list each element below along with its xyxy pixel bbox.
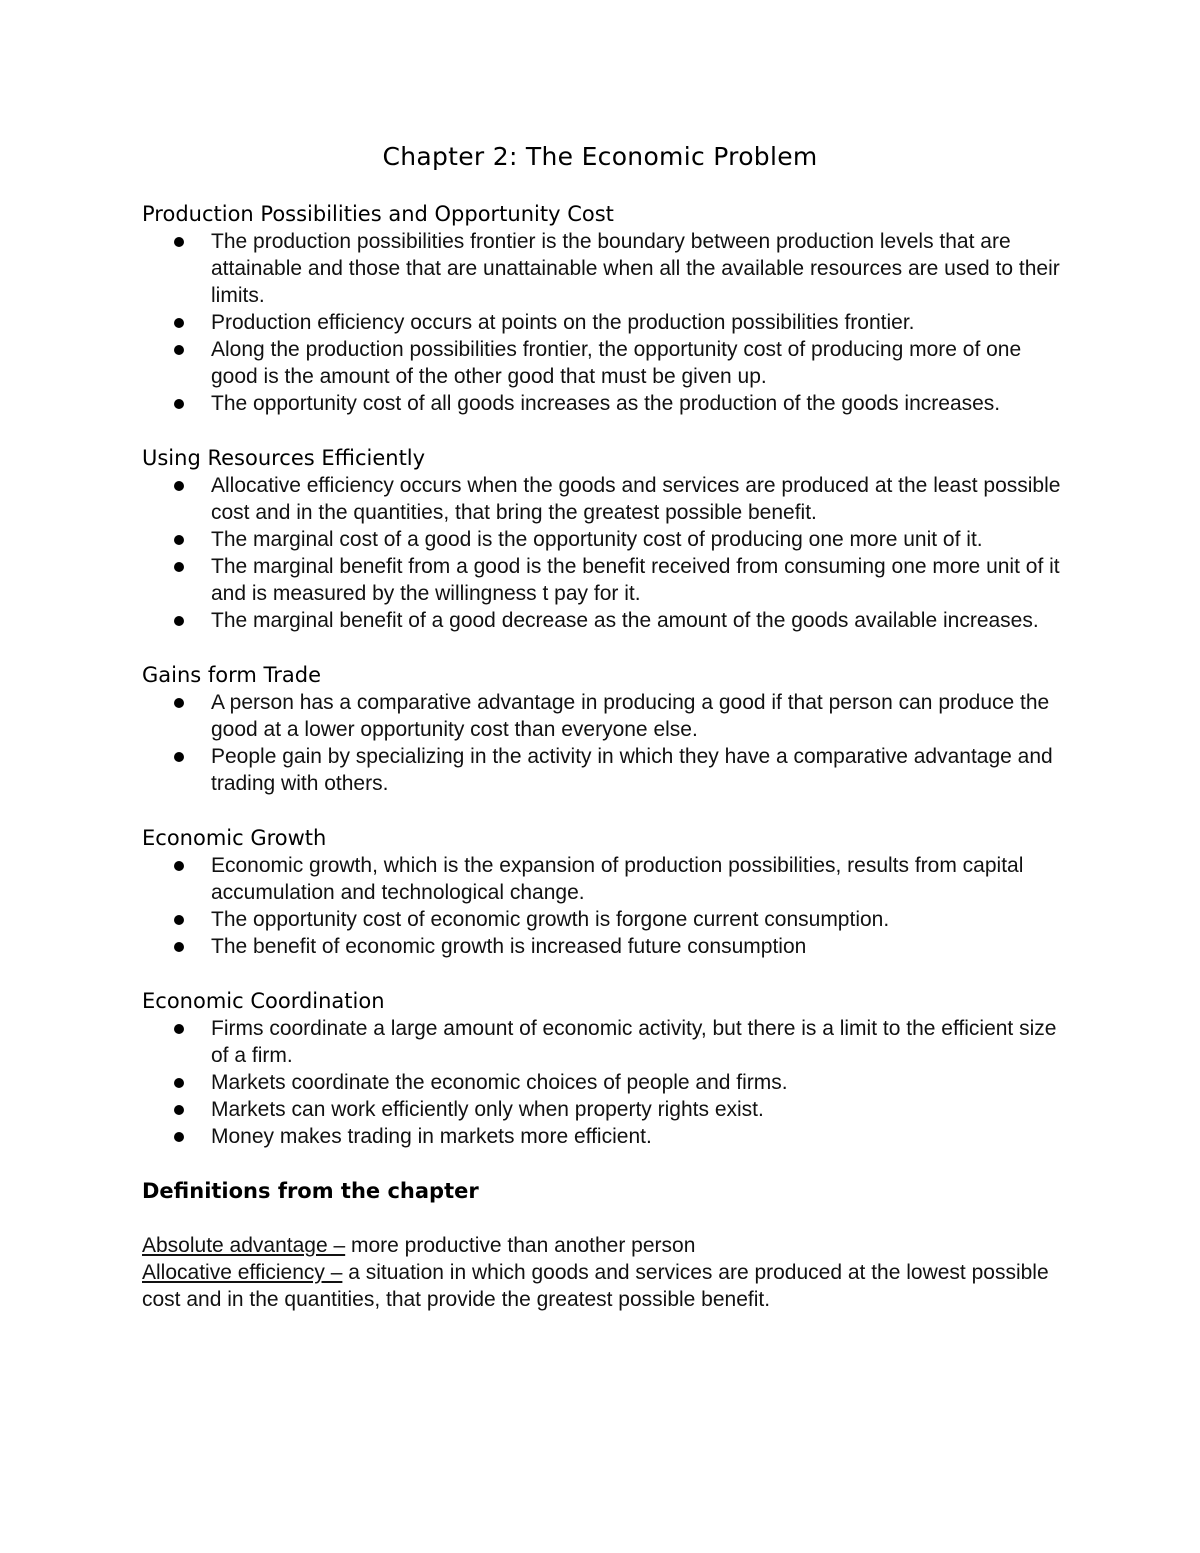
definition-text: a situation in which goods and services are produced at the lowest possible cost and in the quantities, that provide the greatest possible benefit.	[142, 1261, 1049, 1311]
bullet-icon	[174, 698, 184, 708]
section-using-resources	[142, 444, 1062, 634]
list-item-text: The marginal benefit from a good is the benefit received from consuming one more unit of it and is measured by the willingness t pay for it.	[211, 555, 1060, 605]
list-item-text: The marginal cost of a good is the opportunity cost of producing one more unit of it.	[211, 528, 983, 551]
section-gains-from-trade	[142, 661, 1062, 797]
spacer	[142, 797, 1062, 824]
chapter-title: Chapter 2: The Economic Problem	[382, 142, 818, 171]
definitions-section	[142, 1177, 1062, 1313]
list-item	[142, 1069, 1062, 1096]
bullet-icon	[174, 616, 184, 626]
bullet-icon	[174, 318, 184, 328]
section-heading: Economic Growth	[142, 826, 327, 850]
section-production-possibilities	[142, 200, 1062, 417]
spacer	[142, 960, 1062, 987]
bullet-list	[142, 689, 1062, 797]
definition-term: Allocative efficiency –	[142, 1261, 343, 1284]
list-item-text: Money makes trading in markets more efficient.	[211, 1125, 652, 1148]
list-item	[142, 228, 1062, 309]
list-item	[142, 390, 1062, 417]
list-item	[142, 309, 1062, 336]
list-item-text: Economic growth, which is the expansion of production possibilities, results from capital accumulation and technological change.	[211, 854, 1024, 904]
section-heading: Gains form Trade	[142, 663, 322, 687]
bullet-icon	[174, 1078, 184, 1088]
bullet-list	[142, 228, 1062, 417]
list-item	[142, 472, 1062, 526]
list-item-text: Markets coordinate the economic choices of people and firms.	[211, 1071, 788, 1094]
list-item-text: The benefit of economic growth is increased future consumption	[211, 935, 807, 958]
document-page	[142, 140, 1062, 1313]
list-item	[142, 607, 1062, 634]
bullet-icon	[174, 752, 184, 762]
spacer	[142, 417, 1062, 444]
list-item	[142, 526, 1062, 553]
bullet-icon	[174, 1132, 184, 1142]
bullet-icon	[174, 237, 184, 247]
bullet-icon	[174, 915, 184, 925]
spacer	[142, 1205, 1062, 1232]
list-item-text: People gain by specializing in the activity in which they have a comparative advantage and trading with others.	[211, 745, 1053, 795]
bullet-icon	[174, 861, 184, 871]
list-item	[142, 336, 1062, 390]
bullet-icon	[174, 1105, 184, 1115]
list-item	[142, 906, 1062, 933]
section-economic-growth	[142, 824, 1062, 960]
bullet-icon	[174, 481, 184, 491]
sections-container	[142, 200, 1062, 1177]
definition-entry	[142, 1232, 1062, 1259]
spacer	[142, 1150, 1062, 1177]
list-item	[142, 553, 1062, 607]
bullet-list	[142, 472, 1062, 634]
definitions-heading: Definitions from the chapter	[142, 1179, 479, 1203]
list-item	[142, 743, 1062, 797]
list-item-text: The marginal benefit of a good decrease as the amount of the goods available increases.	[211, 609, 1039, 632]
bullet-icon	[174, 345, 184, 355]
list-item	[142, 1123, 1062, 1150]
list-item-text: Firms coordinate a large amount of economic activity, but there is a limit to the efficient size of a firm.	[211, 1017, 1057, 1067]
section-heading: Economic Coordination	[142, 989, 385, 1013]
list-item	[142, 1015, 1062, 1069]
list-item-text: Production efficiency occurs at points on the production possibilities frontier.	[211, 311, 915, 334]
list-item-text: Allocative efficiency occurs when the goods and services are produced at the least possible cost and in the quantities, that bring the greatest possible benefit.	[211, 474, 1061, 524]
definition-entry	[142, 1259, 1062, 1313]
list-item-text: A person has a comparative advantage in producing a good if that person can produce the good at a lower opportunity cost than everyone else.	[211, 691, 1050, 741]
list-item-text: The opportunity cost of economic growth is forgone current consumption.	[211, 908, 890, 931]
bullet-list	[142, 852, 1062, 960]
list-item-text: Along the production possibilities frontier, the opportunity cost of producing more of one good is the amount of the other good that must be given up.	[211, 338, 1022, 388]
spacer	[142, 634, 1062, 661]
list-item-text: The production possibilities frontier is the boundary between production levels that are attainable and those that are unattainable when all the available resources are used to their limits.	[211, 230, 1060, 307]
section-heading: Production Possibilities and Opportunity Cost	[142, 202, 614, 226]
list-item-text: The opportunity cost of all goods increases as the production of the goods increases.	[211, 392, 1001, 415]
bullet-icon	[174, 562, 184, 572]
definition-text: more productive than another person	[345, 1234, 696, 1257]
list-item	[142, 852, 1062, 906]
bullet-icon	[174, 1024, 184, 1034]
definition-term: Absolute advantage –	[142, 1234, 346, 1257]
section-economic-coordination	[142, 987, 1062, 1150]
bullet-list	[142, 1015, 1062, 1150]
list-item	[142, 933, 1062, 960]
bullet-icon	[174, 535, 184, 545]
list-item	[142, 1096, 1062, 1123]
list-item	[142, 689, 1062, 743]
bullet-icon	[174, 942, 184, 952]
list-item-text: Markets can work efficiently only when property rights exist.	[211, 1098, 764, 1121]
bullet-icon	[174, 399, 184, 409]
section-heading: Using Resources Efficiently	[142, 446, 426, 470]
